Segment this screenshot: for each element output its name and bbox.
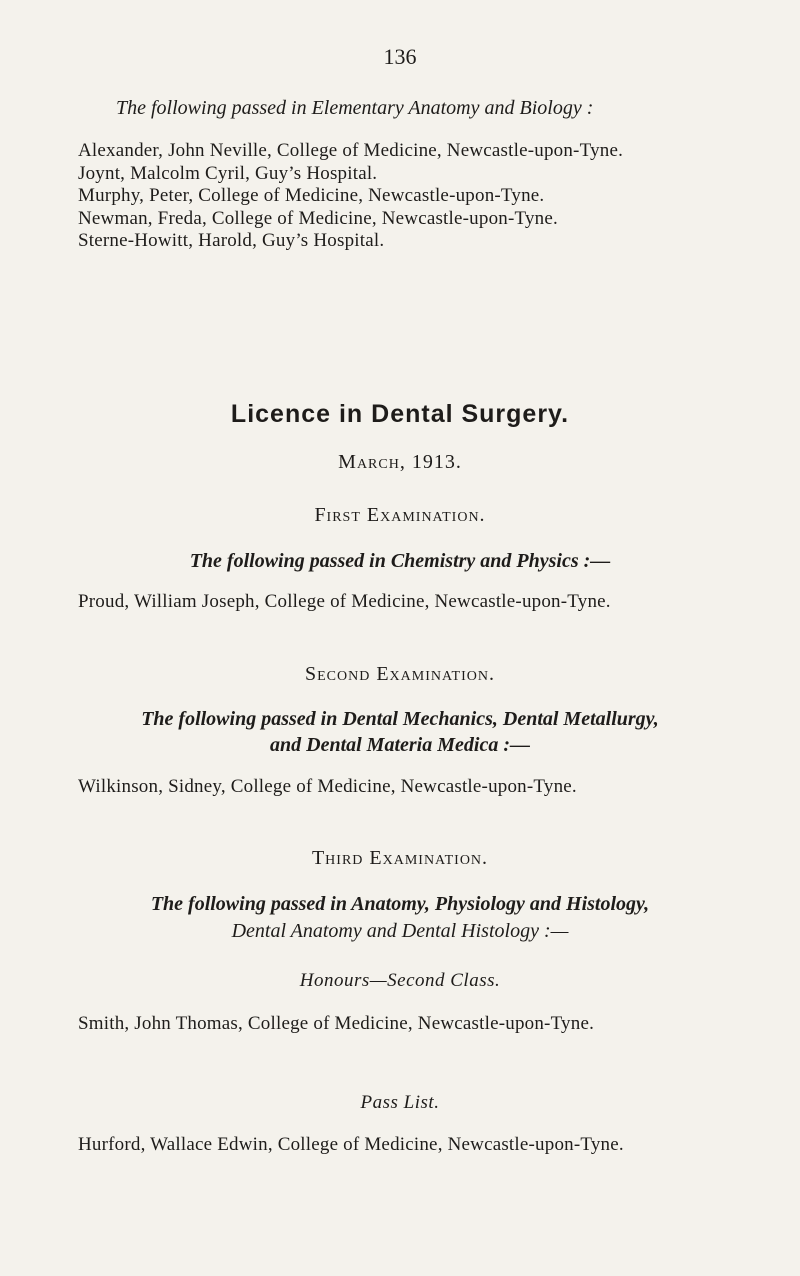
honours-entry: Smith, John Thomas, College of Medicine, Newcastle-upon-Tyne. — [78, 1013, 595, 1034]
first-exam-title: First Examination. — [314, 504, 486, 526]
page-number: 136 — [383, 44, 417, 69]
second-exam-intro-line2: and Dental Materia Medica :— — [270, 734, 530, 756]
elementary-list — [78, 140, 758, 253]
third-exam-intro-line2: Dental Anatomy and Dental Histology :— — [231, 920, 569, 942]
list-item: Newman, Freda, College of Medicine, Newcastle-upon-Tyne. — [78, 207, 558, 229]
list-item: Joynt, Malcolm Cyril, Guy’s Hospital. — [78, 162, 378, 184]
first-exam-entry: Proud, William Joseph, College of Medicine, Newcastle-upon-Tyne. — [78, 591, 611, 612]
section-heading: Licence in Dental Surgery. — [230, 400, 570, 428]
second-exam-entry: Wilkinson, Sidney, College of Medicine, Newcastle-upon-Tyne. — [78, 776, 577, 797]
third-exam-title: Third Examination. — [311, 847, 489, 869]
second-exam-intro-line1: The following passed in Dental Mechanics, Dental Metallurgy, — [141, 708, 659, 730]
pass-list-entry: Hurford, Wallace Edwin, College of Medicine, Newcastle-upon-Tyne. — [78, 1134, 624, 1155]
exam-date: March, 1913. — [338, 451, 462, 473]
pass-list-title: Pass List. — [360, 1092, 440, 1113]
list-item: Murphy, Peter, College of Medicine, Newcastle-upon-Tyne. — [78, 185, 545, 207]
first-exam-intro: The following passed in Chemistry and Physics :— — [189, 550, 611, 572]
list-item: Sterne-Howitt, Harold, Guy’s Hospital. — [78, 230, 385, 252]
elementary-intro: The following passed in Elementary Anatomy and Biology : — [116, 97, 594, 119]
honours-title: Honours—Second Class. — [299, 970, 501, 991]
third-exam-intro-line1: The following passed in Anatomy, Physiology and Histology, — [150, 893, 650, 915]
list-item: Alexander, John Neville, College of Medicine, Newcastle-upon-Tyne. — [78, 140, 624, 161]
second-exam-title: Second Examination. — [305, 663, 495, 685]
